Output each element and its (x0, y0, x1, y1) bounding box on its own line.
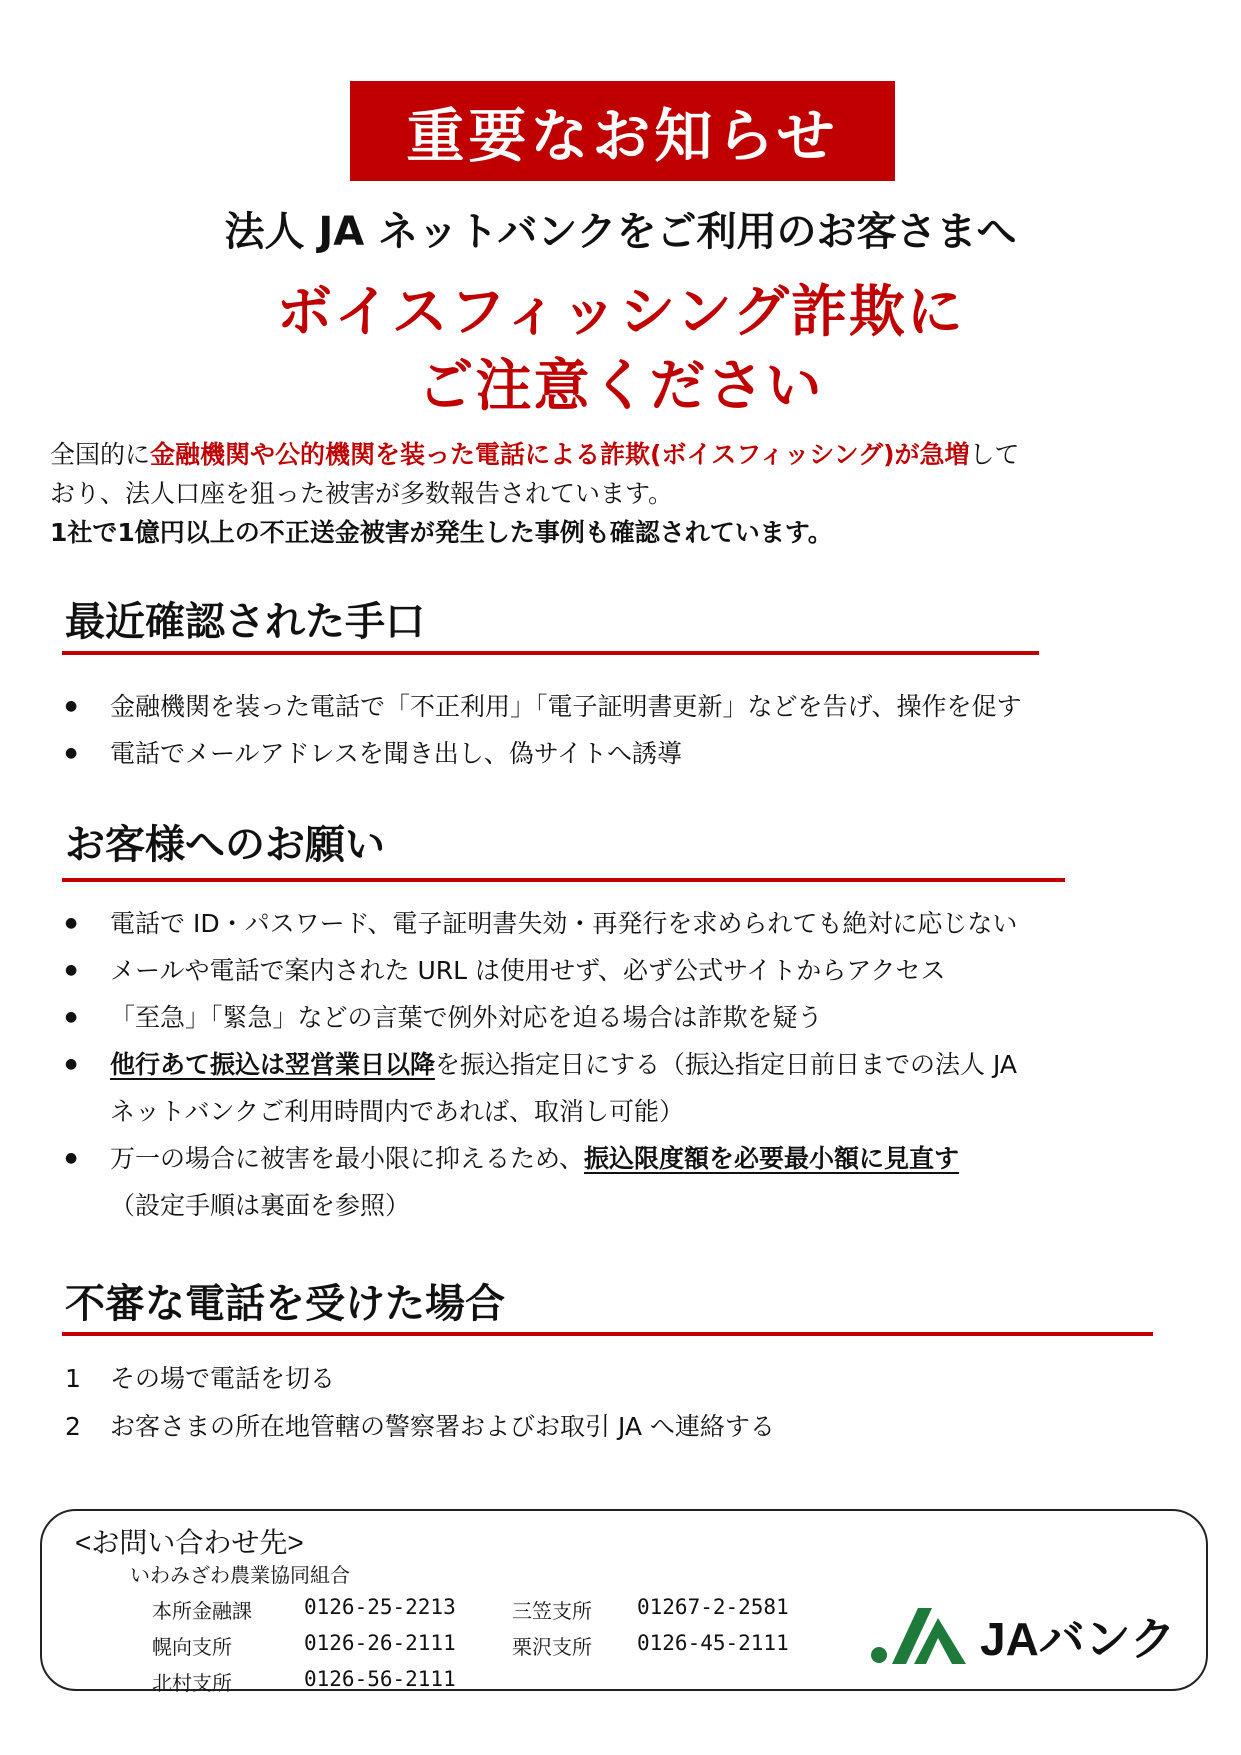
section-divider (62, 651, 1039, 655)
intro-paragraph (50, 435, 1200, 552)
branch-phone: 0126-45-2111 (637, 1631, 789, 1655)
list-item-text: ネットバンクご利用時間内であれば、取消し可能） (110, 1097, 685, 1126)
step-text: お客さまの所在地管轄の警察署およびお取引 JA へ連絡する (110, 1412, 775, 1441)
branch-phone: 0126-25-2213 (304, 1595, 456, 1619)
headline-line2: ご注意ください (417, 354, 824, 419)
intro-emphasis: 1社で1億円以上の不正送金被害が発生した事例も確認されています。 (50, 518, 833, 547)
step-number: 1 (65, 1364, 81, 1393)
list-item: ● 電話でメールアドレスを聞き出し、偽サイトへ誘導 (65, 730, 1022, 777)
section-divider (62, 878, 1065, 882)
branch-name: 幌向支所 (152, 1635, 232, 1659)
intro-text: 全国的に (50, 440, 151, 469)
step-text: その場で電話を切る (110, 1364, 336, 1393)
contact-org: いわみざわ農業協同組合 (130, 1563, 350, 1587)
emphasis-underlined: 他行あて振込は翌営業日以降 (110, 1050, 436, 1079)
step-item (65, 1355, 775, 1403)
list-item: ● メールや電話で案内された URL は使用せず、必ず公式サイトからアクセス (65, 947, 1017, 994)
contact-row (512, 1595, 789, 1624)
list-item (65, 1041, 1017, 1135)
tactics-list (65, 683, 1022, 777)
branch-name: 北村支所 (152, 1671, 232, 1695)
ja-bank-logo (870, 1603, 1176, 1669)
list-item: ● 「至急」「緊急」などの言葉で例外対応を迫る場合は詐欺を疑う (65, 994, 1017, 1041)
contact-row (152, 1631, 456, 1660)
list-item: ● 電話で ID・パスワード、電子証明書失効・再発行を求められても絶対に応じない (65, 900, 1017, 947)
branch-name: 栗沢支所 (512, 1635, 592, 1659)
step-number: 2 (65, 1412, 81, 1441)
notice-banner: 重要なお知らせ (350, 81, 895, 181)
contact-row (152, 1595, 456, 1624)
list-item (65, 1135, 1017, 1229)
intro-highlight: 金融機関や公的機関を装った電話による詐欺(ボイスフィッシング)が急増 (150, 440, 970, 469)
contact-row (512, 1631, 789, 1660)
section-title-requests: お客様へのお願い (65, 822, 385, 868)
section-divider (62, 1332, 1153, 1336)
intro-text: おり、法人口座を狙った被害が多数報告されています。 (50, 479, 674, 508)
list-item-text: を振込指定日にする（振込指定日前日までの法人 JA (435, 1050, 1018, 1079)
steps-list (65, 1355, 775, 1451)
contact-title: <お問い合わせ先> (75, 1527, 304, 1558)
list-item-text: （設定手順は裏面を参照） (110, 1191, 411, 1220)
ja-logo-icon (870, 1608, 970, 1664)
emphasis-underlined: 振込限度額を必要最小額に見直す (584, 1144, 960, 1173)
step-item (65, 1403, 775, 1451)
branch-phone: 01267-2-2581 (637, 1595, 789, 1619)
logo-text: JAバンク (980, 1613, 1176, 1665)
branch-phone: 0126-26-2111 (304, 1631, 456, 1655)
intro-text: して (969, 440, 1020, 469)
contact-row (152, 1667, 456, 1696)
requests-list (65, 900, 1017, 1229)
branch-name: 本所金融課 (152, 1599, 252, 1623)
branch-phone: 0126-56-2111 (304, 1667, 456, 1691)
headline-line1: ボイスフィッシング詐欺に (276, 280, 965, 345)
list-item: ● 金融機関を装った電話で「不正利用」「電子証明書更新」などを告げ、操作を促す (65, 683, 1022, 730)
audience-subtitle: 法人 JA ネットバンクをご利用のお客さまへ (224, 209, 1017, 255)
branch-name: 三笠支所 (512, 1599, 592, 1623)
section-title-tactics: 最近確認された手口 (65, 599, 425, 645)
section-title-suspicious: 不審な電話を受けた場合 (65, 1281, 505, 1327)
list-item-text: 万一の場合に被害を最小限に抑えるため、 (110, 1144, 585, 1173)
